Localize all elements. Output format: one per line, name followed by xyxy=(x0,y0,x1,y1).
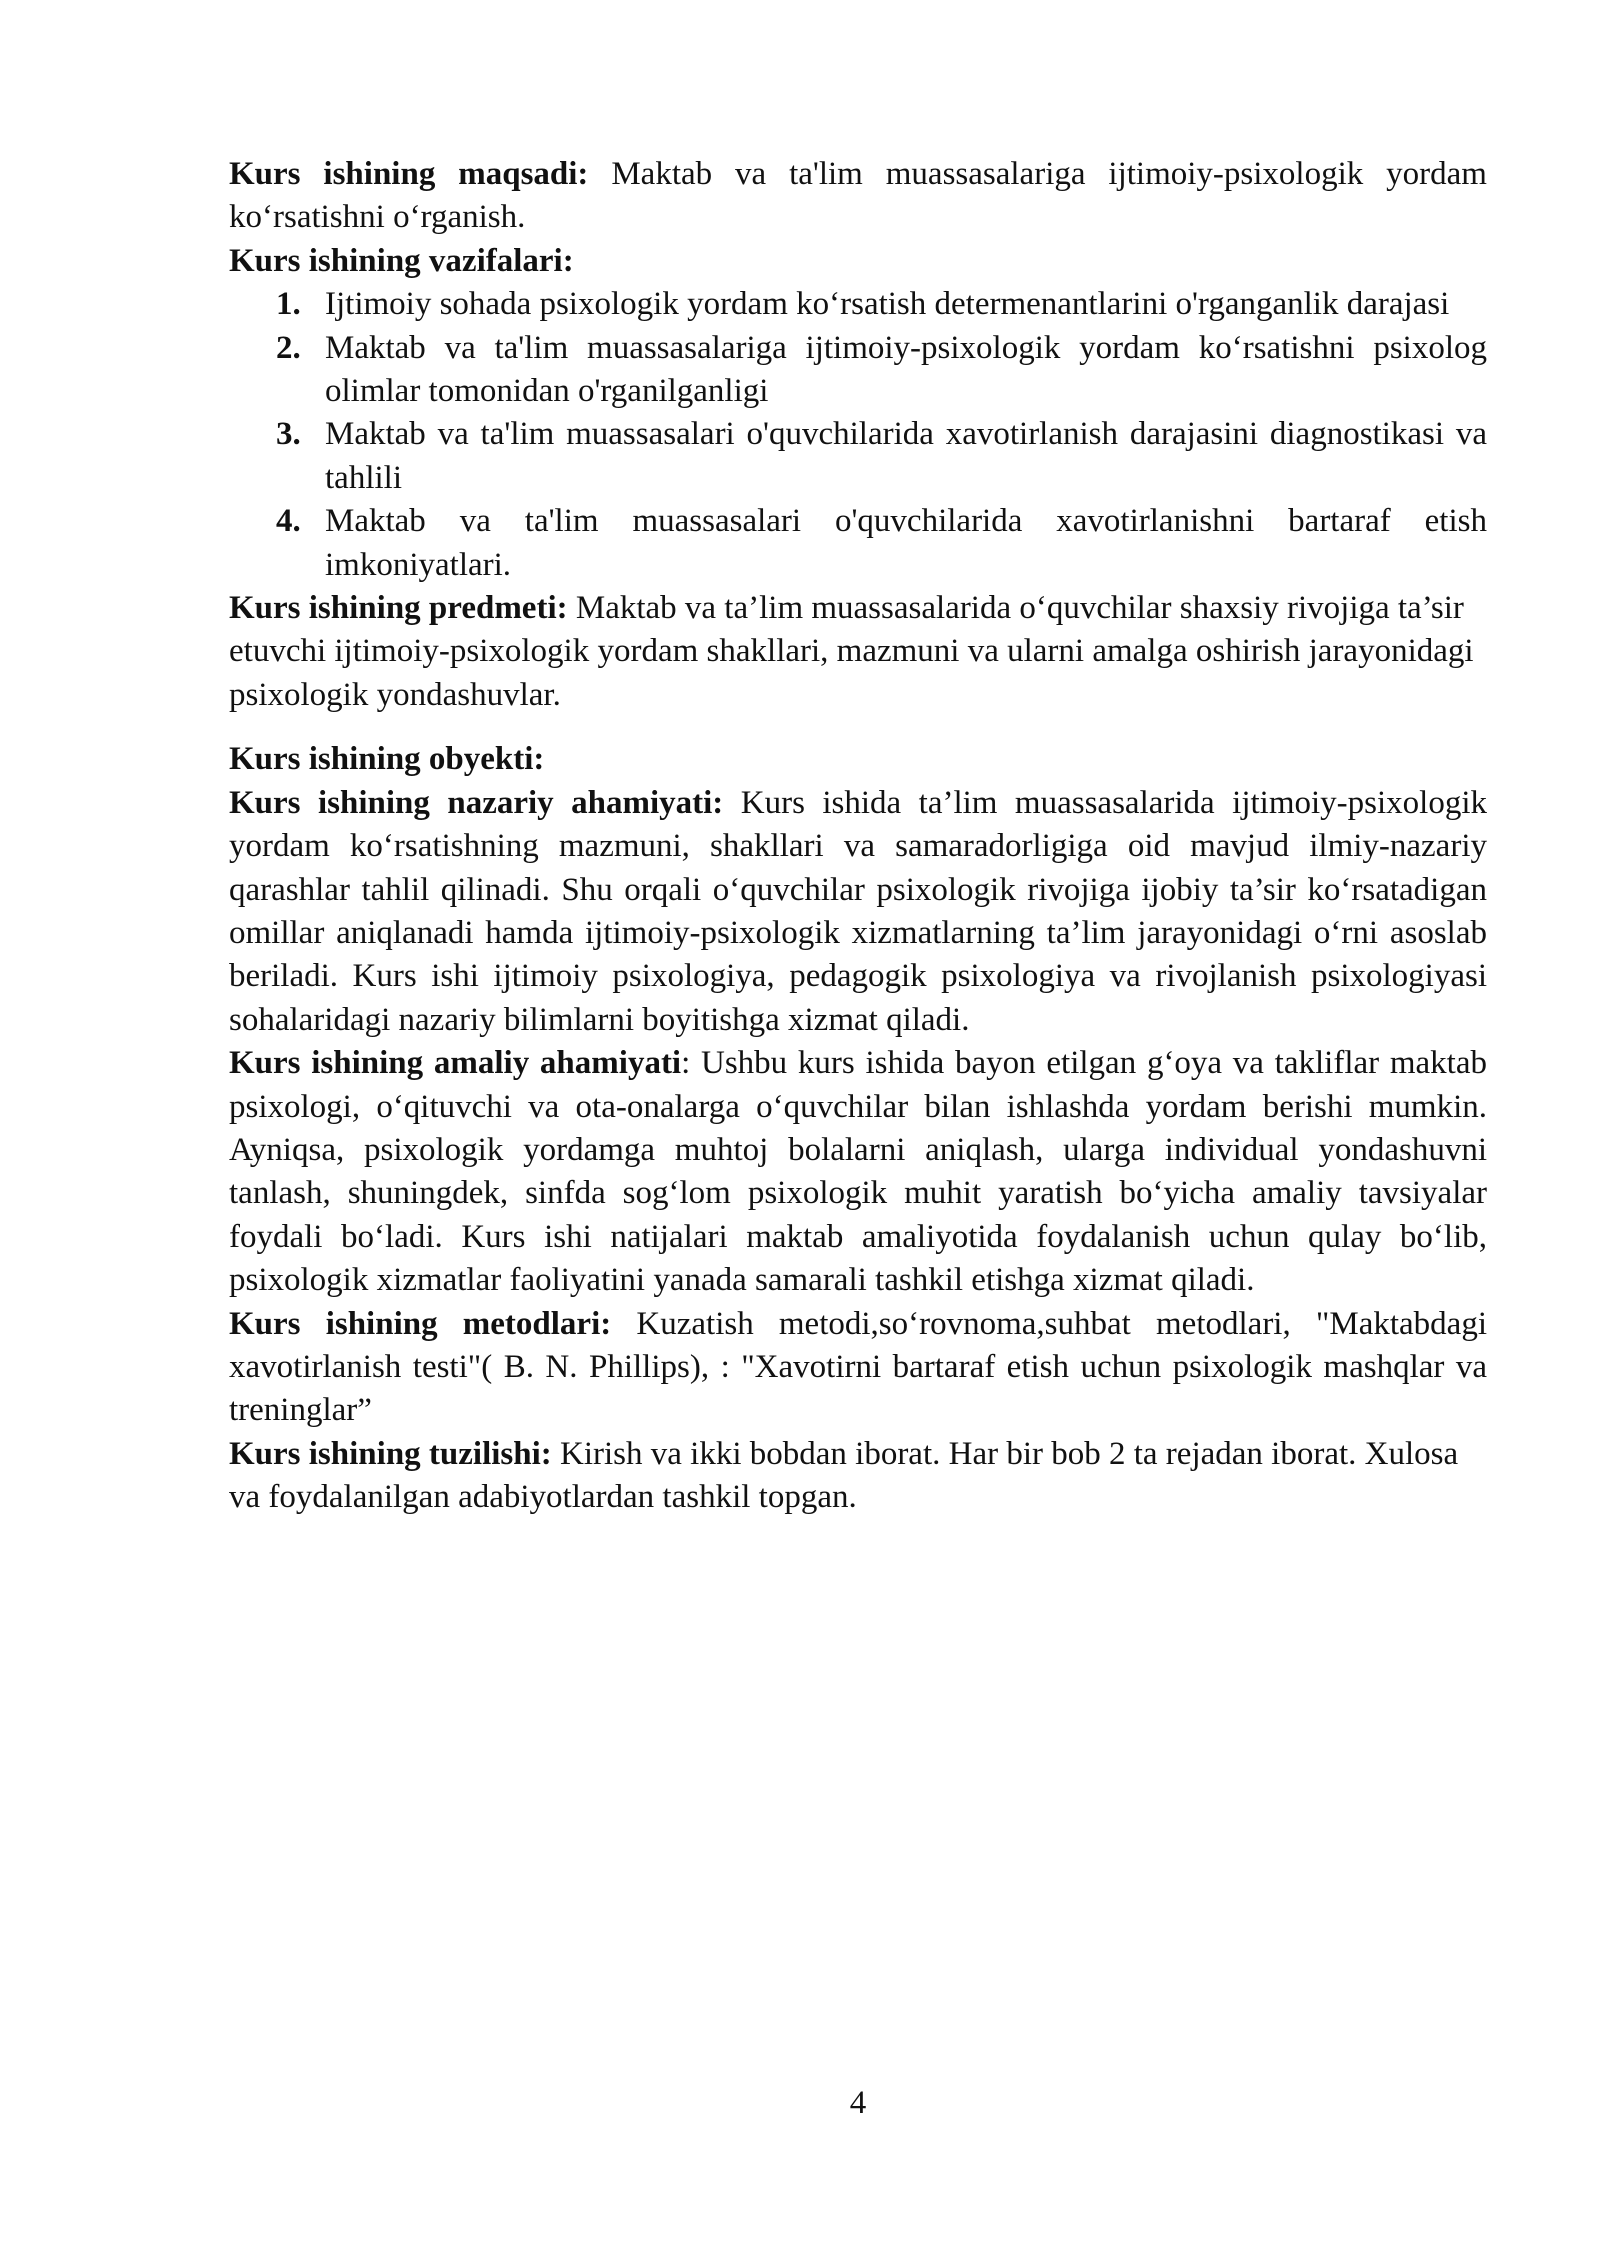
structure-text: Kirish va ikki bobdan iborat. Har bir bob 2 ta rejadan iborat. Xulosa va foydalanilgan adabiyotlardan tashkil topgan. xyxy=(229,1435,1459,1516)
structure-paragraph xyxy=(229,1433,1487,1520)
goal-paragraph xyxy=(229,153,1487,240)
list-item xyxy=(229,327,1487,414)
methods-label: Kurs ishining metodlari: xyxy=(229,1305,612,1342)
goal-label: Kurs ishining maqsadi: xyxy=(229,156,589,192)
methods-paragraph xyxy=(229,1303,1487,1433)
methods-text: Kuzatish metodi,so‘rovnoma,suhbat metodlari, "Maktabdagi xavotirlanish testi"( B. N. Phillips), : "Xavotirni bartaraf etish uchun psixologik mashqlar va treninglar” xyxy=(229,1305,1487,1429)
list-item xyxy=(229,500,1487,587)
list-item xyxy=(229,283,1487,326)
subject-paragraph xyxy=(229,587,1487,717)
goal-text: Maktab va ta'lim muassasalariga ijtimoiy-psixologik yordam ko‘rsatishni o‘rganish. xyxy=(229,156,1487,236)
tasks-list xyxy=(229,283,1487,587)
theoretical-paragraph xyxy=(229,782,1487,1042)
list-item-text: Maktab va ta'lim muassasalari o'quvchilarida xavotirlanish darajasini diagnostikasi va tahlili xyxy=(325,416,1487,496)
subject-text: Maktab va ta’lim muassasalarida o‘quvchilar shaxsiy rivojiga ta’sir etuvchi ijtimoiy-psixologik yordam shakllari, mazmuni va ularni amalga oshirish jarayonidagi psixologik yondashuvlar. xyxy=(229,590,1474,713)
subject-label: Kurs ishining predmeti: xyxy=(229,590,568,627)
theoretical-label: Kurs ishining nazariy ahamiyati: xyxy=(229,784,724,821)
list-item-text: Maktab va ta'lim muassasalariga ijtimoiy-psixologik yordam ko‘rsatishni psixolog olimlar tomonidan o'rganilganligi xyxy=(325,329,1487,410)
practical-paragraph xyxy=(229,1042,1487,1302)
practical-label: Kurs ishining amaliy ahamiyati xyxy=(229,1045,682,1082)
theoretical-text: Kurs ishida ta’lim muassasalarida ijtimoiy-psixologik yordam ko‘rsatishning mazmuni, shakllari va samaradorligiga oid mavjud ilmiy-nazariy qarashlar tahlil qilinadi. Shu orqali o‘quvchilar psixologik rivojiga ijobiy ta’sir ko‘rsatadigan omillar aniqlanadi hamda ijtimoiy-psixologik xizmatlarning ta’lim jarayonidagi o‘rni asoslab beriladi. Kurs ishi ijtimoiy psixologiya, pedagogik psixologiya va rivojlanish psixologiyasi sohalaridagi nazariy bilimlarni boyitishga xizmat qiladi. xyxy=(229,784,1487,1038)
structure-label: Kurs ishining tuzilishi: xyxy=(229,1435,552,1472)
page-content xyxy=(229,153,1487,1520)
object-heading: Kurs ishining obyekti: xyxy=(229,741,545,778)
list-item-number: 2. xyxy=(276,329,301,366)
list-item-text: Ijtimoiy sohada psixologik yordam ko‘rsatish determenantlarini o'rganganlik darajasi xyxy=(325,286,1450,323)
list-item xyxy=(229,413,1487,500)
list-item-number: 1. xyxy=(276,286,301,323)
list-item-number: 3. xyxy=(276,416,301,453)
list-item-text: Maktab va ta'lim muassasalari o'quvchilarida xavotirlanishni bartaraf etish imkoniyatlari. xyxy=(325,503,1487,583)
tasks-heading: Kurs ishining vazifalari: xyxy=(229,242,574,279)
page-number: 4 xyxy=(849,2085,867,2121)
practical-text: : Ushbu kurs ishida bayon etilgan g‘oya va takliflar maktab psixologi, o‘qituvchi va ota-onalarga o‘quvchilar bilan ishlashda yordam berishi mumkin. Ayniqsa, psixologik yordamga muhtoj bolalarni aniqlash, ularga individual yondashuvni tanlash, shuningdek, sinfda sog‘lom psixologik muhit yaratish bo‘yicha amaliy tavsiyalar foydali bo‘ladi. Kurs ishi natijalari maktab amaliyotida foydalanish uchun qulay bo‘lib, psixologik xizmatlar faoliyatini yanada samarali tashkil etishga xizmat qiladi. xyxy=(229,1045,1487,1299)
list-item-number: 4. xyxy=(276,503,301,540)
